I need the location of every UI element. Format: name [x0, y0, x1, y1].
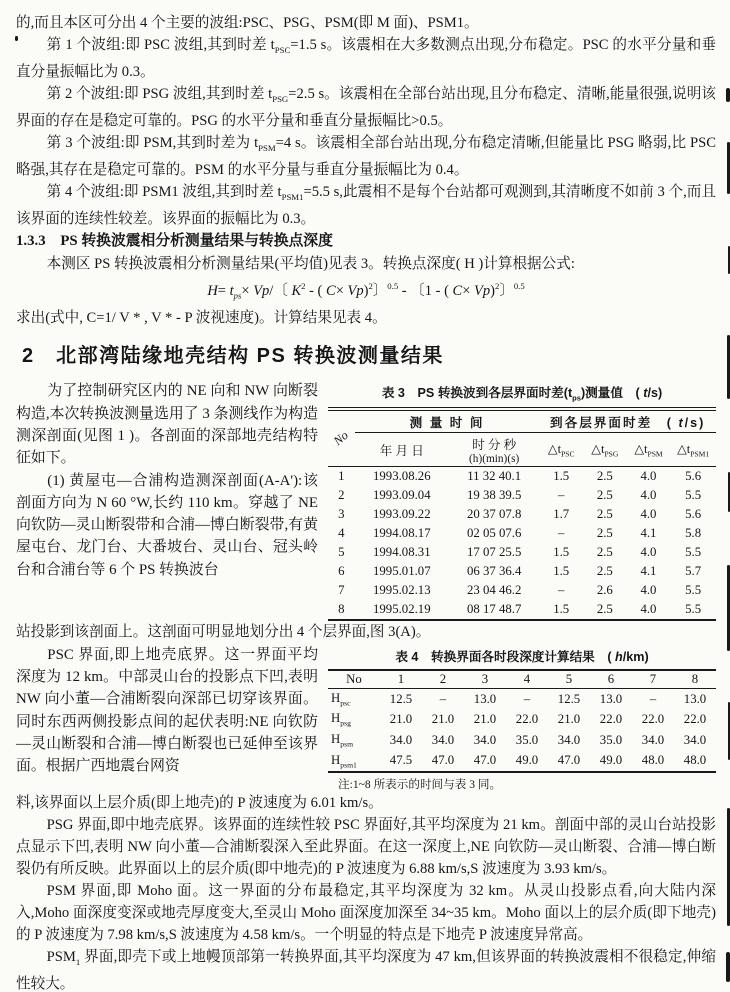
table4-col-header: 2: [422, 670, 464, 689]
cell-no: 5: [338, 544, 345, 559]
depth-value: 34.0: [431, 732, 455, 747]
cell-time: 02 05 07.6: [466, 525, 522, 540]
depth-value: 13.0: [473, 691, 497, 706]
cell-dt-psg: 2.5: [596, 487, 613, 502]
table3-title: 表 3 PS 转换波到各层界面时差$(t_{ps})$测量值 ( t/s): [381, 386, 663, 403]
cell-dt-psg: 2.5: [596, 468, 613, 483]
table3-row: [328, 505, 716, 524]
cell-date: 1995.02.19: [373, 601, 431, 616]
depth-value: 49.0: [515, 753, 539, 768]
depth-value: –: [439, 691, 447, 706]
cell-dt-psc: 1.5: [553, 544, 570, 559]
cell-no: 6: [338, 563, 345, 578]
scan-artifact: [726, 88, 730, 102]
paragraph-formula-note: 求出(式中, C=1/ V * , V * - P 波视速度)。计算结果见表 4。: [16, 310, 387, 327]
cell-dt-psm1: 5.6: [685, 506, 702, 521]
table4-col-header: 6: [590, 670, 632, 689]
table3-col-date: 年 月 日: [355, 432, 449, 466]
table3-row: [328, 524, 716, 543]
cell-dt-psm1: 5.5: [685, 582, 702, 597]
depth-value: 47.5: [389, 753, 413, 768]
cell-dt-psm: 4.1: [640, 525, 657, 540]
table4-header-row: [328, 670, 716, 689]
table4-col-header: 3: [464, 670, 506, 689]
cell-dt-psg: 2.5: [596, 525, 613, 540]
cell-date: 1995.01.07: [373, 563, 431, 578]
table4-row: [328, 730, 716, 751]
depth-value: 21.0: [431, 712, 455, 727]
cell-time: 19 38 39.5: [466, 487, 522, 502]
table4-row: [328, 709, 716, 730]
table4-col-header: 4: [506, 670, 548, 689]
cell-dt-psm1: 5.7: [685, 563, 702, 578]
cell-dt-psm: 4.0: [640, 468, 657, 483]
table3-row: [328, 466, 716, 486]
cell-time: 08 17 48.7: [466, 601, 522, 616]
paragraph-profile-aa: (1) 黄屋屯—合浦构造测深剖面(A-A'):该剖面方向为 N 60 °W,长约 110 km。穿越了 NE 向钦防—灵山断裂带和合浦—博白断裂带,有黄屋屯台、龙门台、大番坡台、灵山台、冠头岭台和合浦台等 6 个 PS 转换波台: [16, 472, 318, 578]
columns-table4: [16, 644, 716, 792]
table3-body: [328, 466, 716, 620]
table4-col-header: 5: [548, 670, 590, 689]
depth-value: 13.0: [599, 691, 623, 706]
table4-row: [328, 751, 716, 773]
table4-col-header: 7: [632, 670, 674, 689]
cell-dt-psg: 2.5: [596, 506, 613, 521]
cell-no: 4: [338, 525, 345, 540]
depth-value: 13.0: [683, 691, 707, 706]
cell-no: 2: [338, 487, 345, 502]
paragraph-psm-group: 第 3 个波组:即 PSM,其到时差为 $t_{PSM}=4$ s。该震相全部台站出现,分布稳定清晰,但能量比 PSG 略弱,比 PSC 略强,其存在是稳定可靠的。PSM 的水平分量与垂直分量振幅比为 0.4。: [16, 134, 716, 178]
interface-label: $H_{psm}$: [331, 731, 354, 749]
depth-value: 22.0: [641, 712, 665, 727]
left-column-psc: [16, 644, 318, 778]
depth-value: 12.5: [389, 691, 413, 706]
scan-artifact: [15, 36, 18, 41]
cell-no: 8: [338, 601, 345, 616]
cell-date: 1993.09.04: [373, 487, 431, 502]
depth-value: 34.0: [389, 732, 413, 747]
interface-label: $H_{psm1}$: [331, 752, 357, 770]
cell-dt-psc: –: [558, 582, 565, 597]
section-2-heading: 2 北部湾陆缘地壳结构 PS 转换波测量结果: [22, 345, 444, 368]
paragraph-psc-group: 第 1 个波组:即 PSC 波组,其到时差 $t_{PSC}=1.5$ s。该震相在大多数测点出现,分布稳定。PSC 的水平分量和垂直分量振幅比为 0.3。: [16, 37, 716, 80]
cell-no: 7: [338, 582, 345, 597]
table4: [328, 669, 716, 773]
depth-value: 34.0: [557, 732, 581, 747]
scan-artifact: [726, 952, 730, 982]
cell-dt-psm: 4.0: [640, 544, 657, 559]
cell-no: 3: [338, 506, 345, 521]
columns-table3: [16, 380, 716, 621]
depth-value: 47.0: [557, 753, 581, 768]
depth-value: 21.0: [557, 712, 581, 727]
paragraph-psm-interface: PSM 界面,即 Moho 面。这一界面的分布最稳定,其平均深度为 32 km。从灵山投影点看,向大陆内深入,Moho 面深度变深或地壳厚度变大,至灵山 Moho 面深度加深至 34~35 km。Moho 面以上的层介质(即下地壳)的 P 波速度为 7.98 km/s,S 波速度为 4.58 km/s。一个明显的特点是下地壳 P 波速度异常高。: [16, 883, 716, 944]
cell-dt-psm: 4.0: [640, 582, 657, 597]
table4-block: [328, 644, 716, 792]
paragraph-psm1-interface: $PSM_1$ 界面,即壳下或上地幔顶部第一转换界面,其平均深度为 47 km,但该界面的转换波震相不很稳定,伸缩性较大。: [16, 949, 716, 992]
cell-dt-psg: 2.5: [596, 563, 613, 578]
depth-value: 48.0: [683, 753, 707, 768]
cell-dt-psg: 2.5: [596, 544, 613, 559]
cell-time: 17 07 25.5: [466, 544, 522, 559]
cell-dt-psm1: 5.5: [685, 601, 702, 616]
depth-value: 35.0: [515, 732, 539, 747]
table4-col-header: No: [328, 670, 380, 689]
cell-dt-psc: 1.7: [553, 506, 570, 521]
depth-value: 49.0: [599, 753, 623, 768]
table3-col-tpsg: $\triangle t_{PSG}$: [583, 432, 627, 466]
depth-formula: $H= t_{ps}\times Vp/$〔 $K^2$ - ( C× Vp)$^2$〕$^{0.5}$ - 〔1 - ( C× Vp)$^2$〕$^{0.5}$: [207, 280, 525, 301]
depth-value: 12.5: [557, 691, 581, 706]
table3-group-measure-time: 测 量 时 间: [355, 409, 540, 433]
table3-col-tpsc: $\triangle t_{PSC}$: [539, 432, 583, 466]
cell-date: 1994.08.31: [373, 544, 431, 559]
cell-time: 11 32 40.1: [467, 468, 522, 483]
cell-dt-psm1: 5.5: [685, 544, 702, 559]
depth-value: 21.0: [473, 712, 497, 727]
paragraph-psg-interface: PSG 界面,即中地壳底界。该界面的连续性较 PSC 界面好,其平均深度为 21 km。剖面中部的灵山台站投影点显示下凹,表明 NW 向小董—合浦断裂深入至此界面。在这一深度上,NE 向钦防—灵山断裂、合浦—博白断裂仍有所反映。此界面以上的层介质(即中地壳)的 P 波速度为 6.88 km/s,S 波速度为 3.93 km/s。: [16, 817, 716, 878]
no-label: No: [331, 427, 352, 448]
depth-value: 34.0: [641, 732, 665, 747]
cell-dt-psm: 4.0: [640, 487, 657, 502]
cell-date: 1993.09.22: [373, 506, 431, 521]
interface-label: $H_{psg}$: [331, 711, 351, 728]
table4-col-header: 1: [380, 670, 422, 689]
table3-row: [328, 600, 716, 620]
table4-title: 表 4 转换界面各时段深度计算结果 ( h/km): [395, 649, 649, 664]
table3-col-time-line2: (h)(min)(s): [469, 452, 520, 465]
table4-row: [328, 688, 716, 709]
cell-dt-psm1: 5.5: [685, 487, 702, 502]
table4-note: 注:1~8 所表示的时间与表 3 同。: [338, 778, 502, 792]
paragraph-bridge-1: 站投影到该剖面上。这剖面可明显地划分出 4 个层界面,图 3(A)。: [16, 623, 431, 640]
cell-dt-psm: 4.1: [640, 563, 657, 578]
depth-value: 47.0: [473, 753, 497, 768]
depth-value: 21.0: [389, 712, 413, 727]
cell-dt-psm: 4.0: [640, 506, 657, 521]
cell-time: 23 04 46.2: [466, 582, 522, 597]
paragraph-bridge-2: 料,该界面以上层介质(即上地壳)的 P 波速度为 6.01 km/s。: [16, 795, 383, 812]
cell-date: 1993.08.26: [373, 468, 431, 483]
depth-value: –: [649, 691, 657, 706]
paragraph-psm1-group: 第 4 个波组:即 PSM1 波组,其到时差 $t_{PSM1}=5.5$ s,此震相不是每个台站都可观测到,其清晰度不如前 3 个,而且该界面的连续性较差。该界面的振幅比为 0.3。: [16, 183, 716, 227]
cell-date: 1994.08.17: [373, 525, 431, 540]
paragraph-psg-group: 第 2 个波组:即 PSG 波组,其到时差 $t_{PSG}=2.5$ s。该震相在全部台站出现,且分布稳定、清晰,能量很强,说明该界面的存在是稳定可靠的。PSG 的水平分量和垂直分量振幅比>0.5。: [16, 85, 717, 129]
depth-value: 22.0: [599, 712, 623, 727]
depth-value: 34.0: [683, 732, 707, 747]
depth-value: 22.0: [683, 712, 707, 727]
interface-label: $H_{psc}$: [331, 690, 351, 708]
cell-dt-psm1: 5.8: [685, 525, 702, 540]
table3-col-time-line1: 时 分 秒: [472, 437, 517, 452]
cell-dt-psm: 4.0: [640, 601, 657, 616]
table3-row: [328, 543, 716, 562]
intro-block: [16, 12, 716, 329]
table3-group-time-diff: 到各层界面时差 ( t/s): [539, 409, 716, 433]
table3-col-tpsm1: $\triangle t_{PSM1}$: [670, 432, 716, 466]
heading-1-3-3: 1.3.3 PS 转换波震相分析测量结果与转换点深度: [16, 232, 333, 249]
cell-no: 1: [338, 468, 345, 483]
cell-dt-psc: 1.5: [553, 601, 570, 616]
paragraph-survey-lines: 为了控制研究区内的 NE 向和 NW 向断裂构造,本次转换波测量选用了 3 条测线作为构造测深剖面(见图 1 )。各剖面的深部地壳结构特征如下。: [16, 383, 318, 467]
cell-time: 06 37 36.4: [466, 563, 522, 578]
table3-col-time: [449, 432, 540, 466]
depth-value: 34.0: [473, 732, 497, 747]
cell-dt-psc: 1.5: [553, 468, 570, 483]
table3-block: [328, 380, 716, 621]
cell-dt-psc: –: [558, 487, 565, 502]
table4-body: [328, 688, 716, 772]
table3-row: [328, 581, 716, 600]
paragraph-wave-groups: 的,而且本区可分出 4 个主要的波组:PSC、PSG、PSM(即 M 面)、PSM1。: [16, 15, 479, 31]
cell-dt-psm1: 5.6: [685, 468, 702, 483]
table3-col-tpsm: $\triangle t_{PSM}$: [627, 432, 671, 466]
cell-dt-psg: 2.5: [596, 601, 613, 616]
paragraph-psc-interface: PSC 界面,即上地壳底界。这一界面平均深度为 12 km。中部灵山台的投影点下凹,表明 NW 向小董—合浦断裂向深部已切穿该界面。同时东西两侧投影点间的起伏表明:NE 向钦防—灵山断裂和合浦—博白断裂也已延伸至该界面。根据广西地震台网资: [16, 646, 318, 775]
depth-value: –: [523, 691, 531, 706]
left-column: [16, 380, 318, 581]
cell-dt-psc: 1.5: [553, 563, 570, 578]
cell-dt-psc: –: [558, 525, 565, 540]
paragraph-table3-intro: 本测区 PS 转换波震相分析测量结果(平均值)见表 3。转换点深度( H )计算根据公式:: [46, 255, 575, 272]
cell-dt-psg: 2.6: [596, 582, 613, 597]
table3-row: [328, 562, 716, 581]
depth-value: 35.0: [599, 732, 623, 747]
depth-value: 47.0: [431, 753, 455, 768]
table4-col-header: 8: [674, 670, 716, 689]
depth-value: 48.0: [641, 753, 665, 768]
table3-row: [328, 486, 716, 505]
table3-col-no-header: [328, 409, 355, 467]
cell-date: 1995.02.13: [373, 582, 431, 597]
table3: [328, 407, 716, 621]
depth-value: 22.0: [515, 712, 539, 727]
cell-time: 20 37 07.8: [466, 506, 522, 521]
